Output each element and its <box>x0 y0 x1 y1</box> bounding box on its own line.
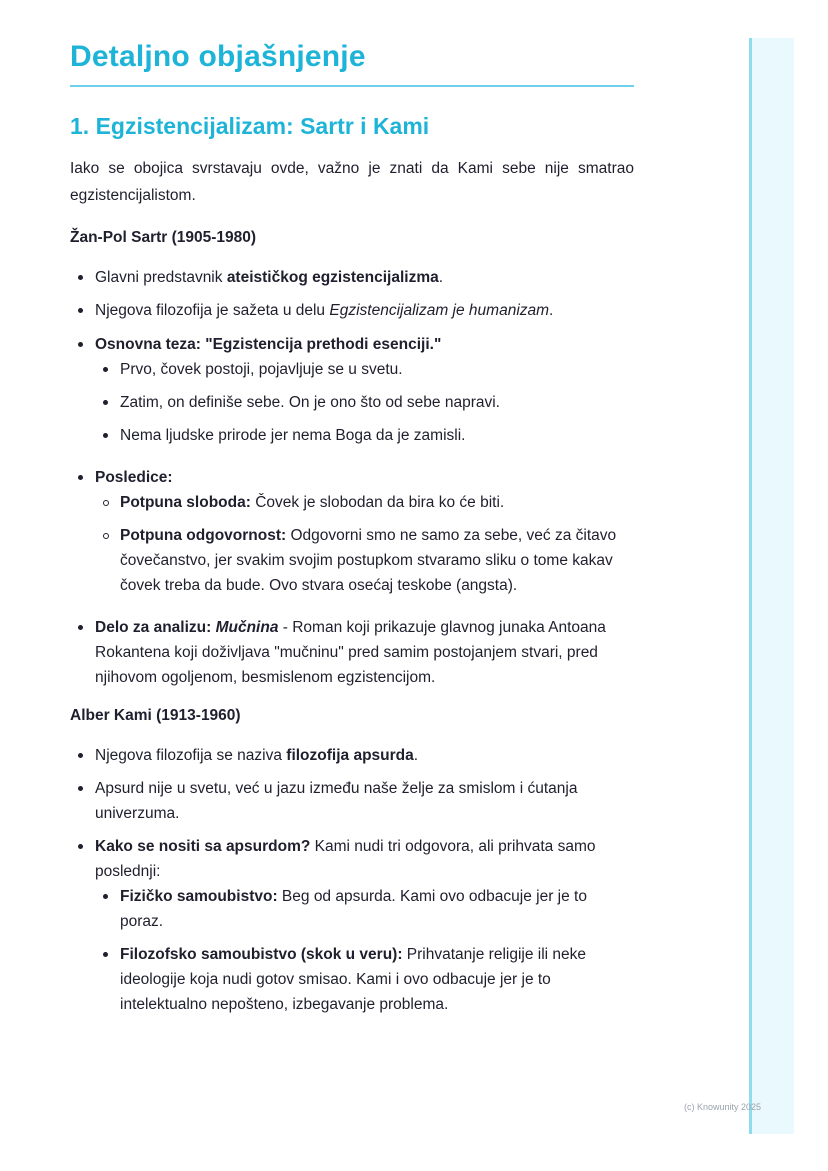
list-item: Nema ljudske prirode jer nema Boga da je zamisli. <box>95 423 634 448</box>
sartre-list <box>70 265 634 690</box>
title-divider <box>70 85 634 87</box>
section-title: 1. Egzistencijalizam: Sartr i Kami <box>70 113 430 139</box>
list-item: Fizičko samoubistvo: Beg od apsurda. Kami ovo odbacuje jer je to poraz. <box>95 884 634 934</box>
list-item: Zatim, on definiše sebe. On je ono što od sebe napravi. <box>95 390 634 415</box>
list-item: Potpuna odgovornost: Odgovorni smo ne samo za sebe, već za čitavo čovečanstvo, jer svakim svojim postupkom stvaramo sliku o tome kakav čovek treba da bude. Ovo stvara osećaj teskobe (angsta). <box>95 523 634 598</box>
sublist <box>95 884 634 1017</box>
sartre-heading: Žan-Pol Sartr (1905-1980) <box>70 229 257 246</box>
list-item: Kako se nositi sa apsurdom? Kami nudi tri odgovora, ali prihvata samo poslednji: Fizičko samoubistvo: Beg od apsurda. Kami ovo odbacuje jer je to poraz. Filozofsko samoubistvo (skok u veru): Prihvatanje religije ili neke ideologije koja nudi gotov smisao. Kami i ovo odbacuje jer je to intelektualno nepošteno, izbegavanje problema. <box>70 834 634 1017</box>
list-item: Njegova filozofija se naziva filozofija apsurda. <box>70 743 634 768</box>
list-item: Prvo, čovek postoji, pojavljuje se u svetu. <box>95 357 634 382</box>
sublist <box>95 357 634 448</box>
camus-list <box>70 743 634 1017</box>
list-item: Apsurd nije u svetu, već u jazu između naše želje za smislom i ćutanja univerzuma. <box>70 776 634 826</box>
camus-heading: Alber Kami (1913-1960) <box>70 707 241 724</box>
list-item: Delo za analizu: Mučnina - Roman koji prikazuje glavnog junaka Antoana Rokantena koji doživljava "mučninu" pred samim postojanjem stvari, pred njihovom ogoljenom, besmislenom egzistencijom. <box>70 615 634 690</box>
list-item: Potpuna sloboda: Čovek je slobodan da bira ko će biti. <box>95 490 634 515</box>
page-title: Detaljno objašnjenje <box>70 40 366 73</box>
document-page <box>70 38 634 1017</box>
watermark: (c) Knowunity 2025 <box>684 1102 762 1112</box>
list-item: Glavni predstavnik ateističkog egzistencijalizma. <box>70 265 634 290</box>
side-panel <box>749 38 794 1134</box>
list-item: Njegova filozofija je sažeta u delu Egzistencijalizam je humanizam. <box>70 298 634 323</box>
list-item: Filozofsko samoubistvo (skok u veru): Prihvatanje religije ili neke ideologije koja nudi gotov smisao. Kami i ovo odbacuje jer je to intelektualno nepošteno, izbegavanje problema. <box>95 942 634 1017</box>
list-item: Posledice: Potpuna sloboda: Čovek je slobodan da bira ko će biti. Potpuna odgovornost: Odgovorni smo ne samo za sebe, već za čitavo čovečanstvo, jer svakim svojim postupkom stvaramo sliku o tome kakav čovek treba da bude. Ovo stvara osećaj teskobe (angsta). <box>70 465 634 598</box>
sublist <box>95 490 634 598</box>
list-item: Osnovna teza: "Egzistencija prethodi esenciji." Prvo, čovek postoji, pojavljuje se u svetu. Zatim, on definiše sebe. On je ono što od sebe napravi. Nema ljudske prirode jer nema Boga da je zamisli. <box>70 332 634 448</box>
intro-paragraph: Iako se obojica svrstavaju ovde, važno je znati da Kami sebe nije smatrao egzistencijalistom. <box>70 160 634 204</box>
